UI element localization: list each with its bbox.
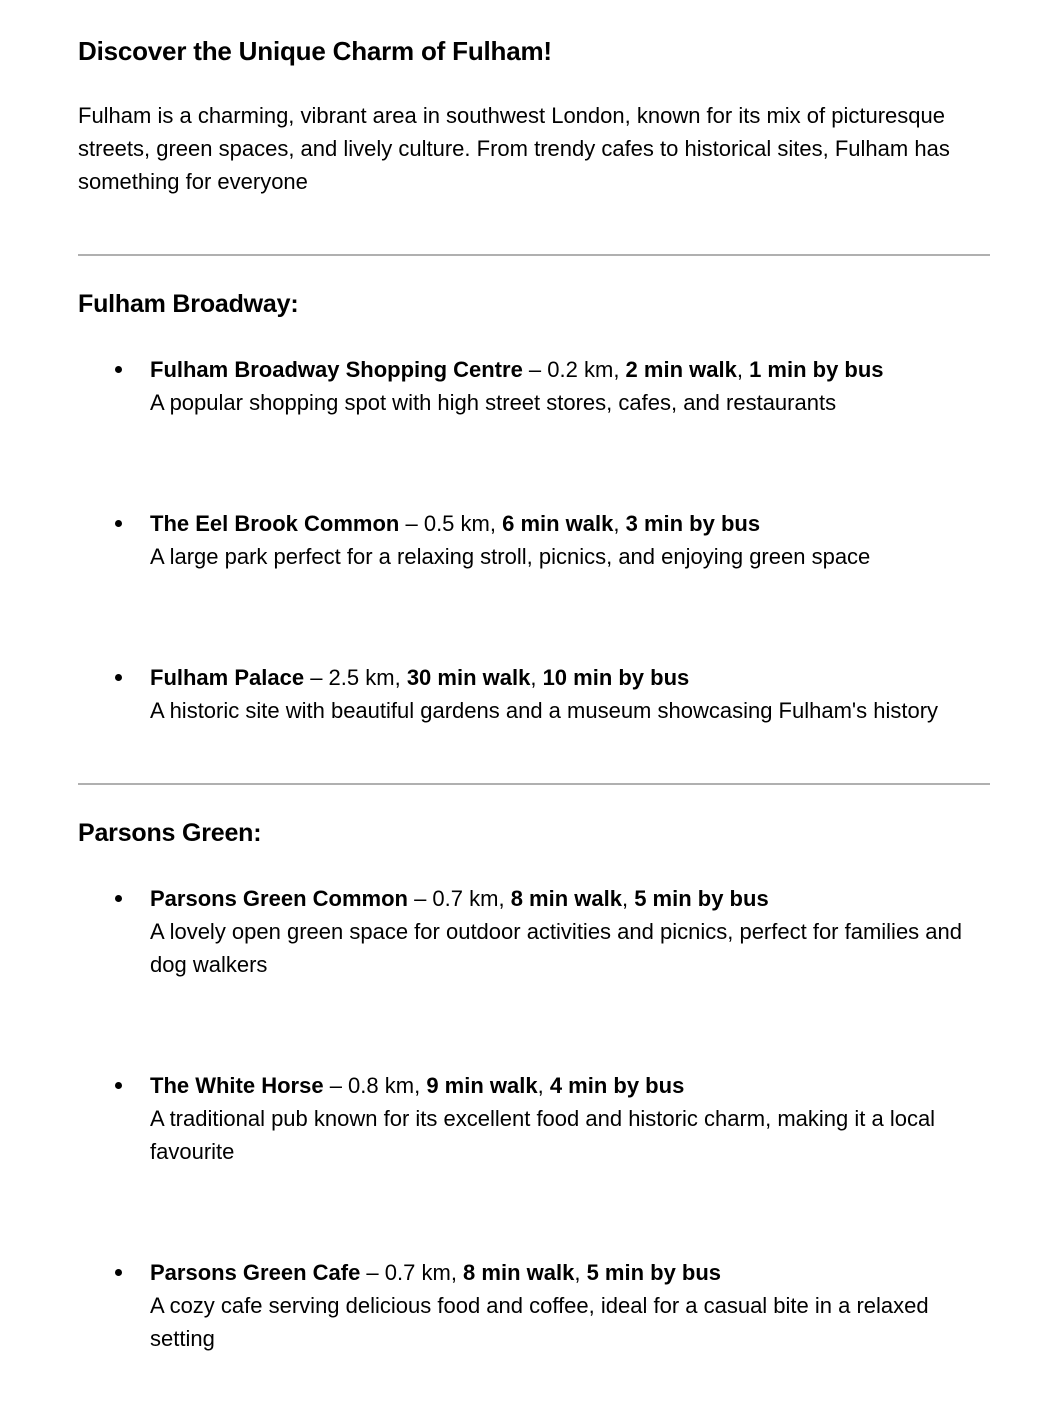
- poi-distance: 0.7 km: [384, 1260, 451, 1285]
- poi-distance: 0.2 km: [547, 357, 614, 382]
- poi-bus-time: 4 min by bus: [549, 1073, 685, 1098]
- section-fulham-broadway: [78, 290, 990, 727]
- poi-list-item: [78, 661, 990, 727]
- poi-title-line: [150, 661, 990, 694]
- comma-separator: ,: [489, 511, 503, 536]
- bullet-icon: [115, 1269, 122, 1276]
- poi-list: [78, 882, 990, 1355]
- dash-separator: –: [407, 886, 433, 911]
- dash-separator: –: [399, 511, 424, 536]
- bullet-icon: [115, 1082, 122, 1089]
- poi-list-item: [78, 353, 990, 419]
- poi-bus-time: 1 min by bus: [749, 357, 884, 382]
- comma-separator: ,: [450, 1260, 464, 1285]
- poi-name: Fulham Broadway Shopping Centre: [150, 357, 523, 382]
- poi-description: A large park perfect for a relaxing stroll, picnics, and enjoying green space: [150, 544, 871, 569]
- comma-separator: ,: [394, 665, 407, 690]
- poi-name: The Eel Brook Common: [150, 511, 400, 536]
- poi-walk-time: 8 min walk: [510, 886, 622, 911]
- poi-title-line: [150, 353, 990, 386]
- bullet-icon: [115, 674, 122, 681]
- poi-list-item: [78, 507, 990, 573]
- poi-description: A historic site with beautiful gardens and a museum showcasing Fulham's history: [150, 698, 939, 723]
- poi-bus-time: 5 min by bus: [586, 1260, 722, 1285]
- poi-name: Parsons Green Cafe: [150, 1260, 361, 1285]
- comma-separator: ,: [414, 1073, 427, 1098]
- poi-name: The White Horse: [150, 1073, 324, 1098]
- poi-bus-time: 3 min by bus: [625, 511, 761, 536]
- comma-separator: ,: [537, 1073, 550, 1098]
- section-heading-fulham-broadway: Fulham Broadway:: [78, 290, 299, 318]
- comma-separator: ,: [621, 886, 635, 911]
- poi-description: A traditional pub known for its excellent food and historic charm, making it a local favourite: [150, 1106, 936, 1164]
- poi-title-line: [150, 1069, 990, 1102]
- poi-title-line: [150, 507, 990, 540]
- poi-distance: 0.5 km: [423, 511, 490, 536]
- poi-list: [78, 353, 990, 727]
- poi-description: A lovely open green space for outdoor activities and picnics, perfect for families and dog walkers: [150, 919, 963, 977]
- poi-walk-time: 6 min walk: [502, 511, 614, 536]
- comma-separator: ,: [498, 886, 511, 911]
- poi-walk-time: 2 min walk: [625, 357, 737, 382]
- poi-bus-time: 10 min by bus: [542, 665, 690, 690]
- poi-name: Parsons Green Common: [150, 886, 408, 911]
- section-divider: [78, 783, 990, 785]
- poi-distance: 0.7 km: [432, 886, 499, 911]
- section-parsons-green: [78, 819, 990, 1355]
- dash-separator: –: [522, 357, 548, 382]
- comma-separator: ,: [530, 665, 543, 690]
- comma-separator: ,: [613, 511, 626, 536]
- bullet-icon: [115, 895, 122, 902]
- comma-separator: ,: [574, 1260, 587, 1285]
- poi-list-item: [78, 1069, 990, 1168]
- poi-title-line: [150, 1256, 990, 1289]
- poi-name: Fulham Palace: [150, 665, 305, 690]
- poi-distance: 2.5 km: [328, 665, 395, 690]
- section-heading-parsons-green: Parsons Green:: [78, 819, 262, 847]
- bullet-icon: [115, 366, 122, 373]
- poi-distance: 0.8 km: [348, 1073, 415, 1098]
- poi-walk-time: 8 min walk: [463, 1260, 575, 1285]
- page-title: Discover the Unique Charm of Fulham!: [78, 36, 552, 66]
- poi-walk-time: 30 min walk: [406, 665, 531, 690]
- dash-separator: –: [360, 1260, 385, 1285]
- poi-walk-time: 9 min walk: [426, 1073, 538, 1098]
- dash-separator: –: [304, 665, 329, 690]
- dash-separator: –: [323, 1073, 349, 1098]
- intro-paragraph: Fulham is a charming, vibrant area in southwest London, known for its mix of picturesque streets, green spaces, and lively culture. From trendy cafes to historical sites, Fulham has something for everyone: [78, 103, 950, 194]
- comma-separator: ,: [736, 357, 750, 382]
- comma-separator: ,: [613, 357, 626, 382]
- poi-list-item: [78, 882, 990, 981]
- section-divider: [78, 254, 990, 256]
- poi-description: A cozy cafe serving delicious food and coffee, ideal for a casual bite in a relaxed setting: [150, 1293, 929, 1351]
- bullet-icon: [115, 520, 122, 527]
- poi-title-line: [150, 882, 990, 915]
- poi-description: A popular shopping spot with high street stores, cafes, and restaurants: [150, 390, 837, 415]
- poi-list-item: [78, 1256, 990, 1355]
- poi-bus-time: 5 min by bus: [634, 886, 769, 911]
